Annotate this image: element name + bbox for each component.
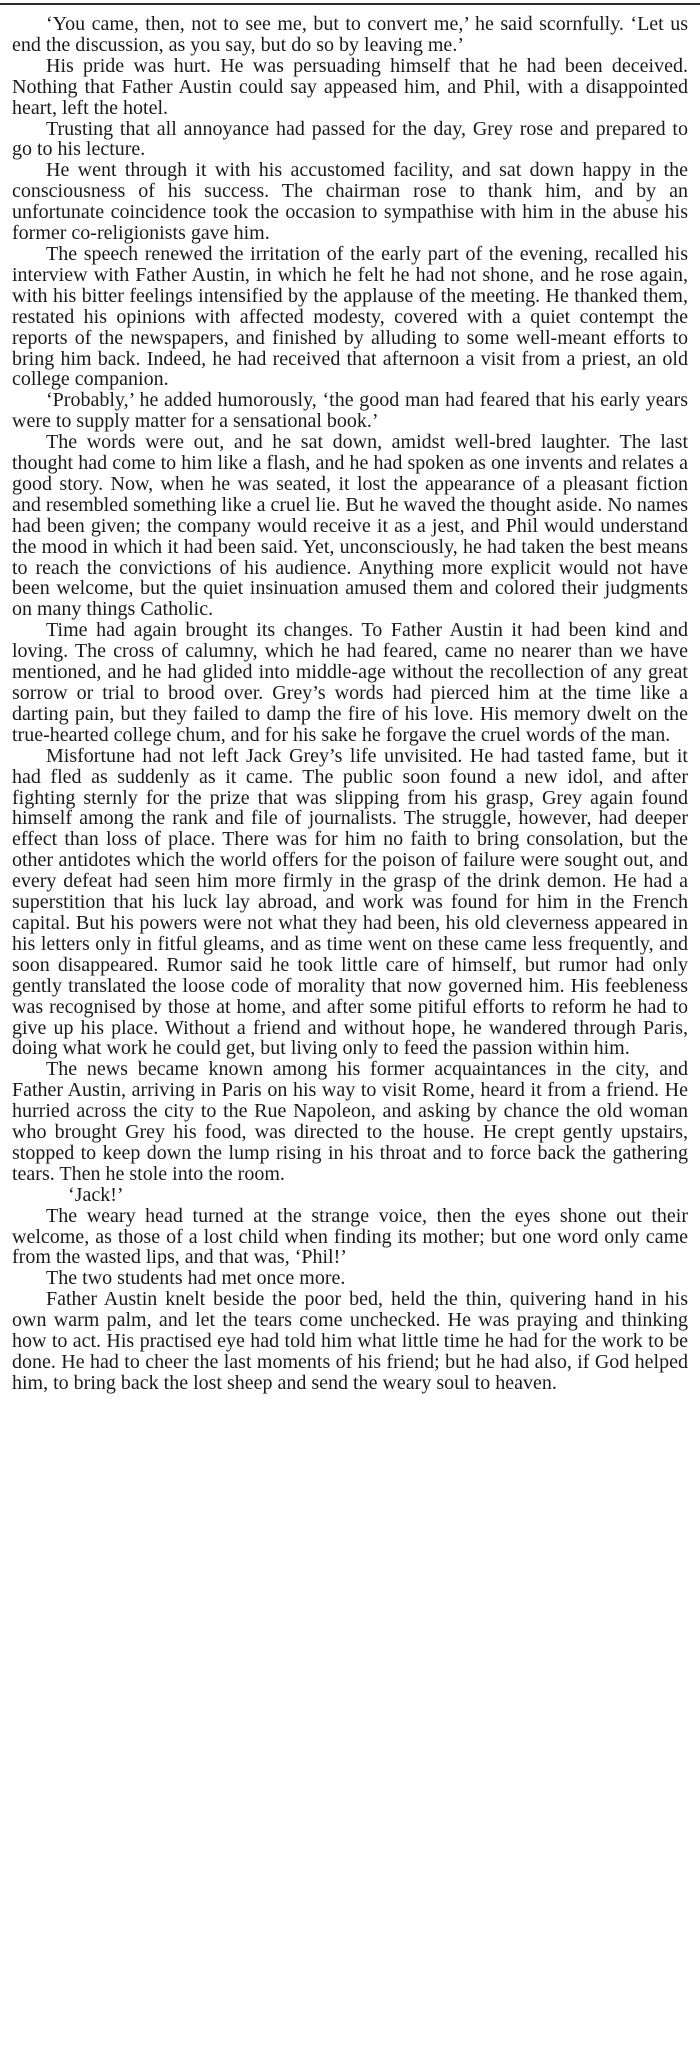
article-column [12, 14, 688, 1394]
paragraph: His pride was hurt. He was persuading himself that he had been deceived. Nothing that Father Austin could say appeased him, and Phil, with a disappointed heart, left the hotel. [12, 54, 688, 119]
paragraph: Misfortune had not left Jack Grey’s life unvisited. He had tasted fame, but it had fled as suddenly as it came. The public soon found a new idol, and after fighting sternly for the prize that was slipping from his grasp, Grey again found himself among the rank and file of journalists. The struggle, however, had deeper effect than loss of place. There was for him no faith to bring consolation, but the other antidotes which the world offers for the poison of failure were sought out, and every defeat had seen him more firmly in the grasp of the drink demon. He had a superstition that his luck lay abroad, and work was found for him in the French capital. But his powers were not what they had been, his old cleverness appeared in his letters only in fitful gleams, and as time went on these came less frequently, and soon disappeared. Rumor said he took little care of himself, but rumor had only gently translated the loose code of morality that now governed him. His feebleness was recognised by those at home, and after some pitiful efforts to reform he had to give up his place. Without a friend and without hope, he wandered through Paris, doing what work he could get, but living only to feed the passion within him. [12, 744, 688, 1060]
paragraph: The speech renewed the irritation of the early part of the evening, recalled his interview with Father Austin, in which he felt he had not shone, and he rose again, with his bitter feelings intensified by the applause of the meeting. He thanked them, restated his opinions with affected modesty, covered with a quiet contempt the reports of the newspapers, and finished by alluding to some well-meant efforts to bring him back. Indeed, he had received that afternoon a visit from a priest, an old college companion. [12, 242, 688, 391]
paragraph: He went through it with his accustomed facility, and sat down happy in the consciousness of his success. The chairman rose to thank him, and by an unfortunate coincidence took the occasion to sympathise with him in the abuse his former co-religionists gave him. [12, 159, 688, 245]
paragraph: The news became known among his former acquaintances in the city, and Father Austin, arriving in Paris on his way to visit Rome, heard it from a friend. He hurried across the city to the Rue Napoleon, and asking by chance the old woman who brought Grey his food, was directed to the house. He crept gently upstairs, stopped to keep down the lump rising in his throat and to force back the gathering tears. Then he stole into the room. [12, 1058, 688, 1185]
paragraph: ‘You came, then, not to see me, but to convert me,’ he said scornfully. ‘Let us end the discussion, as you say, but do so by leaving me.’ [12, 13, 688, 56]
paragraph: Father Austin knelt beside the poor bed, held the thin, quivering hand in his own warm palm, and let the tears come unchecked. He was praying and thinking how to act. His practised eye had told him what little time he had for the work to be done. He had to cheer the last moments of his friend; but he had also, if God helped him, to bring back the lost sheep and send the weary soul to heaven. [12, 1288, 688, 1394]
top-rule [0, 3, 700, 5]
paragraph: The weary head turned at the strange voice, then the eyes shone out their welcome, as those of a lost child when finding its mother; but one word only came from the wasted lips, and that was, ‘Phil!’ [12, 1204, 688, 1269]
exclamation-line: ‘Jack!’ [68, 1183, 124, 1206]
paragraph: The words were out, and he sat down, amidst well-bred laughter. The last thought had come to him like a flash, and he had spoken as one invents and relates a good story. Now, when he was seated, it lost the appearance of a pleasant fiction and resembled something like a cruel lie. But he waved the thought aside. No names had been given; the company would receive it as a jest, and Phil would understand the mood in which it had been said. Yet, unconsciously, he had taken the best means to reach the convictions of his audience. Anything more explicit would not have been welcome, but the quiet insinuation amused them and colored their judgments on many things Catholic. [12, 431, 688, 621]
paragraph: ‘Probably,’ he added humorously, ‘the good man had feared that his early years were to supply matter for a sensational book.’ [12, 389, 688, 433]
paragraph: Trusting that all annoyance had passed for the day, Grey rose and prepared to go to his lecture. [12, 117, 688, 161]
paragraph: The two students had met once more. [46, 1267, 346, 1290]
paragraph: Time had again brought its changes. To Father Austin it had been kind and loving. The cross of calumny, which he had feared, came no nearer than we have mentioned, and he had glided into middle-age without the recollection of any great sorrow or trial to brood over. Grey’s words had pierced him at the time like a darting pain, but they failed to damp the fire of his love. His memory dwelt on the true-hearted college chum, and for his sake he forgave the cruel words of the man. [12, 619, 688, 746]
